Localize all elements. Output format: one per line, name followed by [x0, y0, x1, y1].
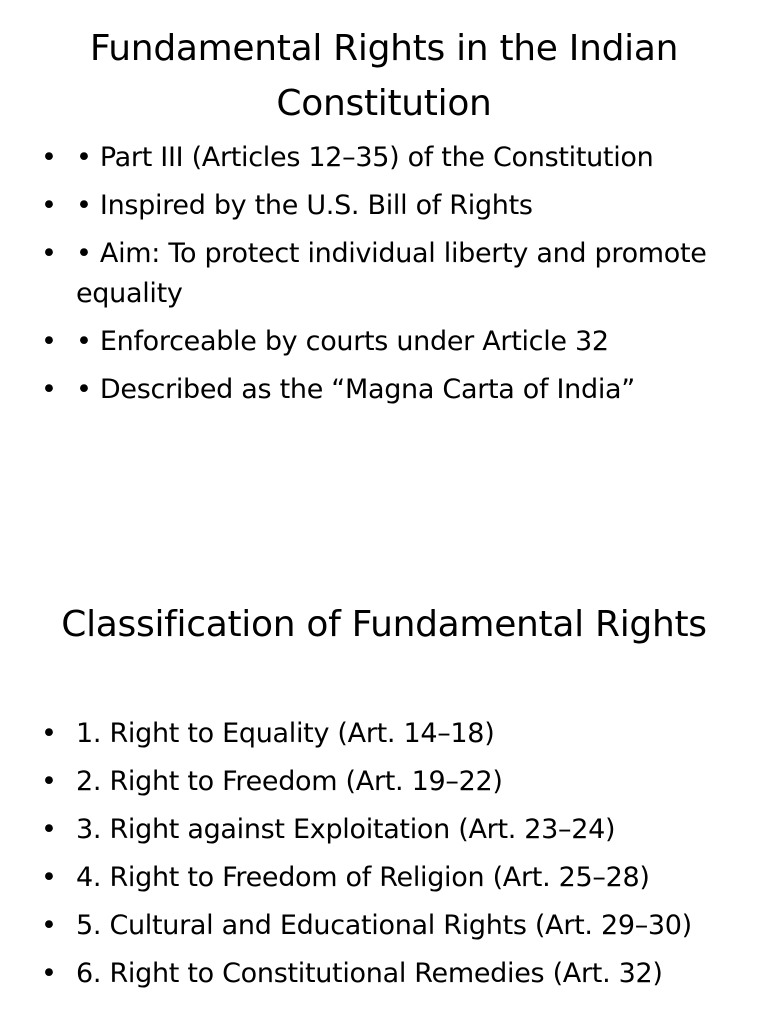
- bullet-icon: •: [41, 910, 57, 941]
- bullet-icon: •: [41, 766, 57, 797]
- bullet-list: [0, 138, 768, 418]
- list-item: [0, 370, 768, 410]
- list-item: [0, 322, 768, 362]
- bullet-icon: •: [41, 862, 57, 893]
- list-item: [0, 714, 768, 754]
- slide-title: Classification of Fundamental Rights: [61, 604, 707, 645]
- bullet-icon: •: [41, 718, 57, 749]
- list-item: [0, 138, 768, 178]
- list-item: [0, 858, 768, 898]
- list-item-text: 3. Right against Exploitation (Art. 23–24): [76, 814, 616, 845]
- list-item-text: • Part III (Articles 12–35) of the Constitution: [76, 142, 654, 173]
- list-item-text: • Inspired by the U.S. Bill of Rights: [76, 190, 533, 221]
- list-item-text: 4. Right to Freedom of Religion (Art. 25–28): [76, 862, 650, 893]
- list-item: [0, 186, 768, 226]
- list-item-text: 1. Right to Equality (Art. 14–18): [76, 718, 495, 749]
- slide-classification: [0, 576, 768, 1024]
- bullet-icon: •: [41, 958, 57, 989]
- list-item-text: 2. Right to Freedom (Art. 19–22): [76, 766, 503, 797]
- list-item-text: 5. Cultural and Educational Rights (Art. 29–30): [76, 910, 692, 941]
- bullet-icon: •: [41, 326, 57, 357]
- bullet-icon: •: [41, 142, 57, 173]
- list-item-text: • Described as the “Magna Carta of India”: [76, 374, 635, 405]
- list-item-text: 6. Right to Constitutional Remedies (Art. 32): [76, 958, 663, 989]
- list-item: [0, 810, 768, 850]
- bullet-icon: •: [41, 374, 57, 405]
- list-item: [0, 906, 768, 946]
- bullet-list: [0, 714, 768, 1002]
- list-item: [0, 762, 768, 802]
- list-item: [0, 234, 768, 314]
- bullet-icon: •: [41, 190, 57, 221]
- bullet-icon: •: [41, 238, 57, 269]
- list-item-text: • Aim: To protect individual liberty and promote equality: [76, 238, 707, 309]
- list-item: [0, 954, 768, 994]
- slide-title: Fundamental Rights in the Indian Constitution: [89, 28, 679, 124]
- list-item-text: • Enforceable by courts under Article 32: [76, 326, 609, 357]
- bullet-icon: •: [41, 814, 57, 845]
